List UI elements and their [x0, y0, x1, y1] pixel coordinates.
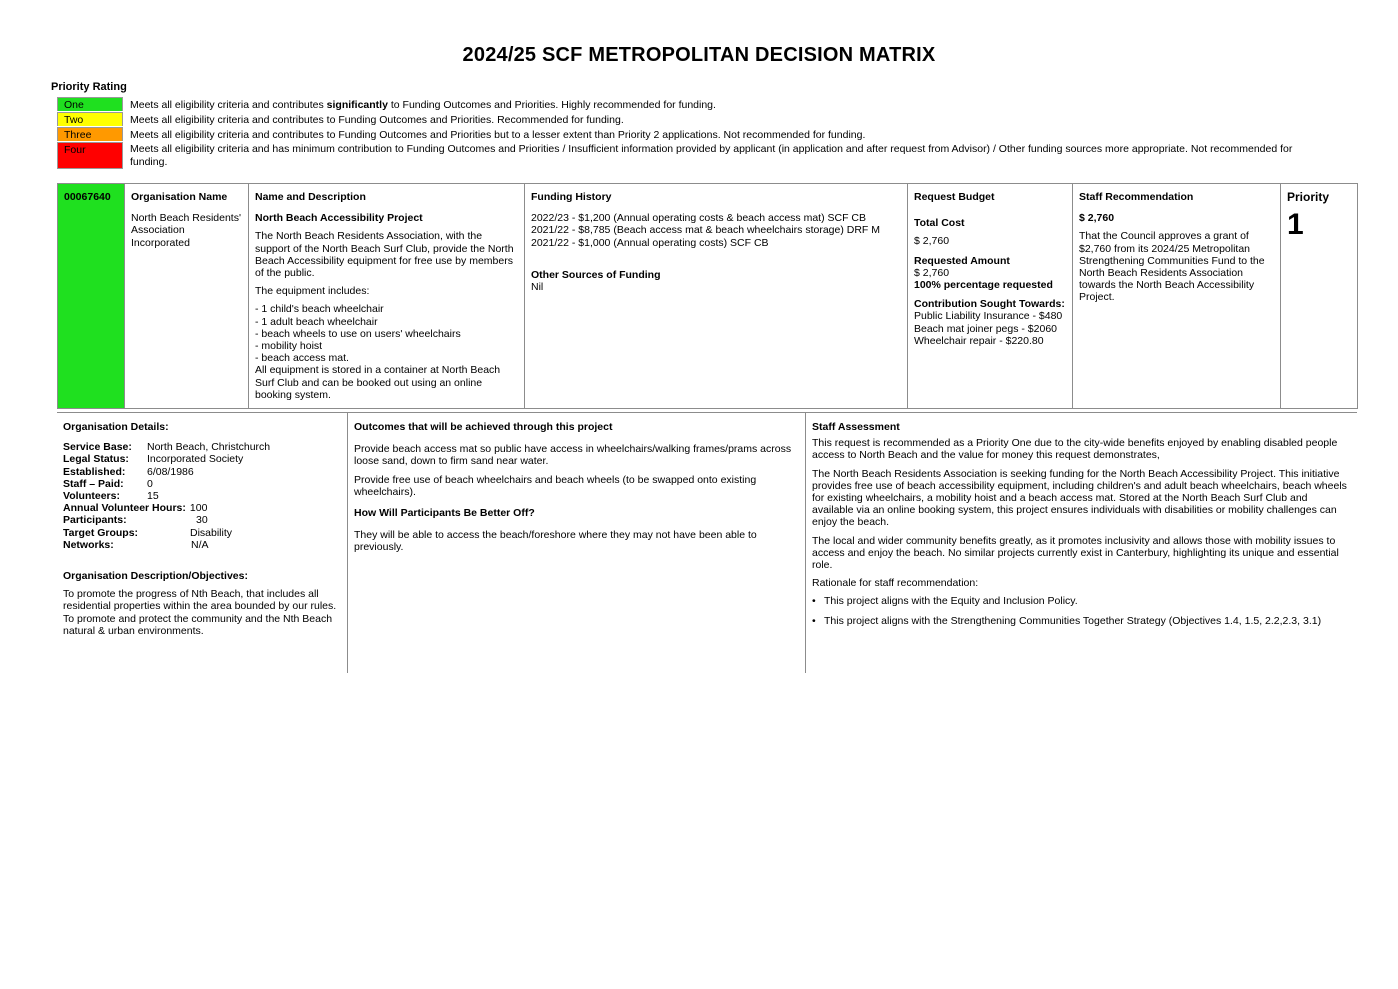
- detail-label: Annual Volunteer Hours:: [63, 502, 186, 515]
- application-id: 00067640: [58, 184, 125, 409]
- list-item: - 1 adult beach wheelchair: [255, 315, 378, 328]
- outcome-item: Provide free use of beach wheelchairs and beach wheels (to be swapped onto existing wheelchairs).: [354, 473, 757, 498]
- legend-row-three: [57, 127, 1317, 142]
- staff-recommendation-header: Staff Recommendation: [1079, 191, 1194, 203]
- list-item: - 1 child's beach wheelchair: [255, 303, 384, 316]
- equipment-intro: The equipment includes:: [255, 285, 370, 298]
- contribution-item: Public Liability Insurance - $480: [914, 310, 1063, 323]
- priority-cell: [1281, 184, 1358, 409]
- legend-row-two: [57, 112, 1317, 127]
- detail-label: Volunteers:: [63, 490, 120, 503]
- staff-recommendation-amount: $ 2,760: [1079, 212, 1115, 225]
- legend-swatch-two: Two: [57, 112, 123, 126]
- detail-value: 100: [189, 502, 208, 515]
- funding-history-item: 2021/22 - $1,000 (Annual operating costs) SCF CB: [531, 236, 769, 249]
- priority-legend: [57, 97, 1317, 169]
- assessment-paragraph: This request is recommended as a Priority One due to the city-wide benefits enjoyed by enabling disabled people access to North Beach and the value for money this request demonstrates,: [812, 437, 1338, 462]
- project-name: North Beach Accessibility Project: [255, 212, 423, 225]
- staff-recommendation-text: That the Council approves a grant of $2,760 from its 2024/25 Metropolitan Strengthening Communities Fund to the North Beach Residents Association towards the North Beach Accessibility Project.: [1079, 230, 1265, 304]
- list-item: - beach access mat.: [255, 352, 349, 365]
- name-description-cell: [249, 184, 525, 409]
- list-item: • This project aligns with the Strengthening Communities Together Strategy (Objectives 1.4, 1.5, 2.2,2.3, 3.1): [824, 615, 1351, 627]
- funding-history-header: Funding History: [531, 191, 612, 203]
- detail-label: Established:: [63, 465, 126, 478]
- legend-swatch-four: Four: [57, 142, 123, 169]
- detail-row: [63, 466, 341, 478]
- funding-history-item: 2022/23 - $1,200 (Annual operating costs & beach access mat) SCF CB: [531, 212, 867, 225]
- legend-text-two: Meets all eligibility criteria and contributes to Funding Outcomes and Priorities. Recommended for funding.: [130, 114, 624, 126]
- rationale-header: Rationale for staff recommendation:: [812, 577, 979, 590]
- application-table: [57, 183, 1358, 409]
- list-item: • This project aligns with the Equity and Inclusion Policy.: [824, 595, 1351, 607]
- organisation-description: To promote the progress of Nth Beach, that includes all residential properties within the area bounded by our rules. To promote and protect the community and the Nth Beach natural & urban environments.: [63, 588, 337, 637]
- organisation-name-cell: [125, 184, 249, 409]
- organisation-name-header: Organisation Name: [131, 191, 228, 203]
- detail-row: [63, 514, 341, 526]
- project-description: The North Beach Residents Association, with the support of the North Beach Surf Club, provide the North Beach Accessibility equipment for free use by members of the public.: [255, 230, 514, 280]
- detail-label: Legal Status:: [63, 453, 129, 466]
- contribution-item: Beach mat joiner pegs - $2060: [914, 322, 1058, 335]
- detail-value: Incorporated Society: [147, 453, 244, 466]
- detail-label: Target Groups:: [63, 526, 139, 539]
- outcomes-column: [348, 413, 806, 673]
- detail-label: Staff – Paid:: [63, 477, 124, 490]
- outcome-item: Provide beach access mat so public have access in wheelchairs/walking frames/prams across loose sand, down to firm sand near water.: [354, 443, 792, 468]
- percentage-requested: 100% percentage requested: [914, 279, 1053, 292]
- better-off-text: They will be able to access the beach/foreshore where they may not have been able to previously.: [354, 529, 757, 554]
- legend-row-one: [57, 97, 1317, 112]
- detail-value: 6/08/1986: [147, 465, 194, 478]
- staff-recommendation-cell: [1073, 184, 1281, 409]
- detail-value: North Beach, Christchurch: [147, 441, 271, 454]
- request-budget-cell: [908, 184, 1073, 409]
- legend-text-four: Meets all eligibility criteria and has minimum contribution to Funding Outcomes and Priorities / Insufficient information provided by applicant (in application and after request from Advisor) / Other funding sources more appropriate. Not recommended for funding.: [130, 143, 1293, 168]
- page-title: 2024/25 SCF METROPOLITAN DECISION MATRIX: [462, 44, 936, 66]
- detail-row: [63, 539, 341, 551]
- detail-row: [63, 502, 341, 514]
- legend-swatch-one: One: [57, 97, 123, 111]
- name-description-header: Name and Description: [255, 191, 366, 203]
- detail-value: N/A: [191, 538, 209, 551]
- contribution-item: Wheelchair repair - $220.80: [914, 334, 1044, 347]
- organisation-details-header: Organisation Details:: [63, 421, 169, 433]
- other-sources: Nil: [531, 281, 544, 294]
- list-item: - mobility hoist: [255, 340, 323, 353]
- list-item: - beach wheels to use on users' wheelchairs: [255, 327, 461, 340]
- detail-value: 0: [147, 477, 153, 490]
- detail-row: [63, 441, 341, 453]
- detail-value: Disability: [190, 526, 233, 539]
- staff-assessment-header: Staff Assessment: [812, 421, 900, 433]
- legend-row-four: [57, 142, 1317, 169]
- detail-value: 15: [147, 490, 159, 503]
- total-cost-value: $ 2,760: [914, 235, 950, 248]
- legend-text-one: Meets all eligibility criteria and contributes significantly to Funding Outcomes and Priorities. Highly recommended for funding.: [130, 99, 716, 111]
- detail-label: Networks:: [63, 538, 114, 551]
- assessment-paragraph: The local and wider community benefits greatly, as it promotes inclusivity and allows those with mobility issues to access and enjoy the beach. No similar projects currently exist in Canterbury, highlighting its unique and essential role.: [812, 534, 1339, 572]
- detail-value: 30: [196, 514, 208, 527]
- equipment-list: [255, 303, 518, 364]
- requested-amount-value: $ 2,760: [914, 266, 950, 279]
- priority-header: Priority: [1287, 190, 1330, 204]
- staff-assessment-column: [806, 413, 1357, 673]
- funding-history-cell: [525, 184, 908, 409]
- detail-label: Service Base:: [63, 441, 132, 454]
- assessment-paragraph: The North Beach Residents Association is seeking funding for the North Beach Accessibility Project. This initiative provides free use of beach accessibility equipment, including children's and adult beach wheelchairs, beach wheels for existing wheelchairs, a mobility hoist and a beach access mat. Stored at the North Beach Surf Club and available via an online booking system, this project ensures individuals with disabilities or mobility challenges can enjoy the beach.: [812, 467, 1347, 529]
- rationale-list: [812, 595, 1351, 626]
- organisation-details-column: [57, 413, 348, 673]
- outcomes-header: Outcomes that will be achieved through this project: [354, 421, 613, 433]
- priority-value: 1: [1287, 208, 1304, 242]
- organisation-description-header: Organisation Description/Objectives:: [63, 570, 248, 583]
- other-sources-header: Other Sources of Funding: [531, 268, 661, 281]
- organisation-name: North Beach Residents' Association Incorporated: [131, 212, 241, 249]
- request-budget-header: Request Budget: [914, 191, 995, 203]
- better-off-header: How Will Participants Be Better Off?: [354, 507, 535, 520]
- total-cost-label: Total Cost: [914, 217, 965, 230]
- contribution-label: Contribution Sought Towards:: [914, 298, 1065, 311]
- detail-row: [63, 490, 341, 502]
- details-section: [57, 412, 1357, 673]
- detail-row: [63, 453, 341, 465]
- funding-history-item: 2021/22 - $8,785 (Beach access mat & beach wheelchairs storage) DRF M: [531, 224, 881, 237]
- legend-swatch-three: Three: [57, 127, 123, 141]
- detail-label: Participants:: [63, 514, 127, 527]
- detail-row: [63, 527, 341, 539]
- requested-amount-label: Requested Amount: [914, 254, 1010, 267]
- legend-text-three: Meets all eligibility criteria and contributes to Funding Outcomes and Priorities but to a lesser extent than Priority 2 applications. Not recommended for funding.: [130, 129, 866, 141]
- priority-rating-heading: Priority Rating: [51, 81, 127, 93]
- storage-note: All equipment is stored in a container at North Beach Surf Club and can be booked out using an online booking system.: [255, 364, 501, 401]
- detail-row: [63, 478, 341, 490]
